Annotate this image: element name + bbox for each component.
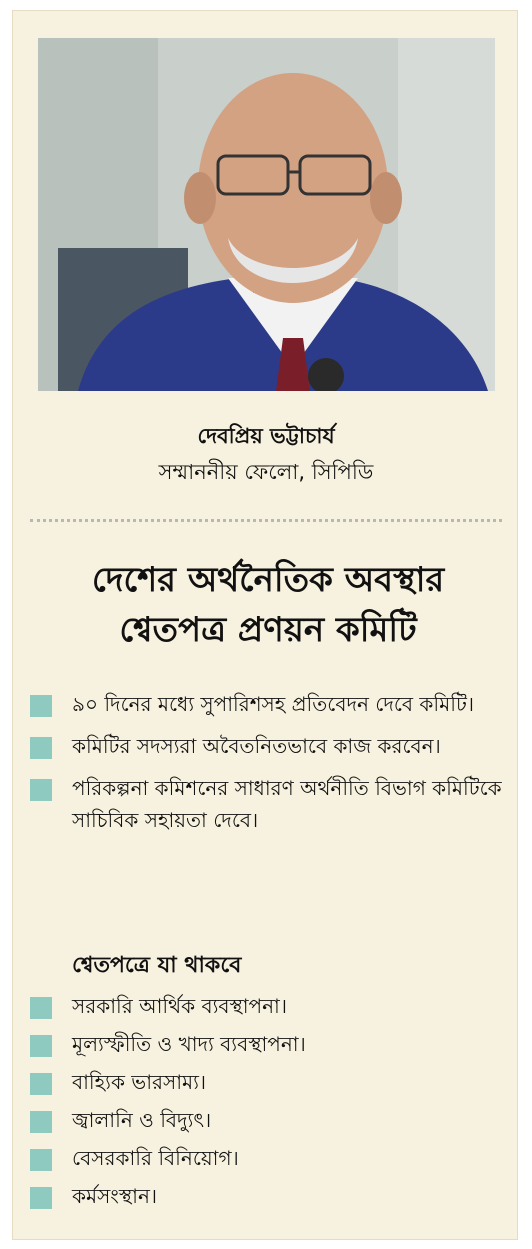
- square-bullet-icon: [30, 737, 52, 759]
- list-item: [30, 1066, 510, 1098]
- square-bullet-icon: [30, 1149, 52, 1171]
- list-item-text: সরকারি আর্থিক ব্যবস্থাপনা।: [72, 994, 288, 1018]
- square-bullet-icon: [30, 1035, 52, 1057]
- list-item-text: বেসরকারি বিনিয়োগ।: [72, 1146, 239, 1170]
- list-item-text: কর্মসংস্থান।: [72, 1184, 158, 1208]
- list-item: [30, 1104, 510, 1136]
- list-item-text: ৯০ দিনের মধ্যে সুপারিশসহ প্রতিবেদন দেবে কমিটি।: [72, 692, 474, 716]
- square-bullet-icon: [30, 695, 52, 717]
- whitepaper-items-list: [30, 990, 510, 1218]
- person-designation: সম্মাননীয় ফেলো, সিপিডি: [158, 460, 374, 484]
- list-item: [30, 990, 510, 1022]
- whitepaper-section-title: শ্বেতপত্রে যা থাকবে: [72, 953, 242, 978]
- list-item-text: বাহ্যিক ভারসাম্য।: [72, 1070, 207, 1094]
- list-item: [30, 772, 510, 836]
- list-item-text: পরিকল্পনা কমিশনের সাধারণ অর্থনীতি বিভাগ কমিটিকে সাচিবিক সহায়তা দেবে।: [72, 776, 502, 832]
- list-item-text: জ্বালানি ও বিদ্যুৎ।: [72, 1108, 212, 1132]
- portrait-photo: [38, 38, 495, 391]
- square-bullet-icon: [30, 1111, 52, 1133]
- square-bullet-icon: [30, 997, 52, 1019]
- list-item: [30, 730, 510, 762]
- headline: [28, 555, 508, 655]
- list-item: [30, 688, 510, 720]
- square-bullet-icon: [30, 1073, 52, 1095]
- list-item-text: মূল্যস্ফীতি ও খাদ্য ব্যবস্থাপনা।: [72, 1032, 306, 1056]
- dotted-divider: [30, 519, 502, 522]
- list-item: [30, 1142, 510, 1174]
- committee-points-list: [30, 688, 510, 846]
- list-item-text: কমিটির সদস্যরা অবৈতনিতভাবে কাজ করবেন।: [72, 734, 441, 758]
- square-bullet-icon: [30, 1187, 52, 1209]
- list-item: [30, 1028, 510, 1060]
- headline-line-2: শ্বেতপত্র প্রণয়ন কমিটি: [119, 610, 417, 650]
- list-item: [30, 1180, 510, 1212]
- person-name: দেবপ্রিয় ভট্টাচার্য: [197, 424, 335, 448]
- headline-line-1: দেশের অর্থনৈতিক অবস্থার: [91, 560, 445, 600]
- square-bullet-icon: [30, 779, 52, 801]
